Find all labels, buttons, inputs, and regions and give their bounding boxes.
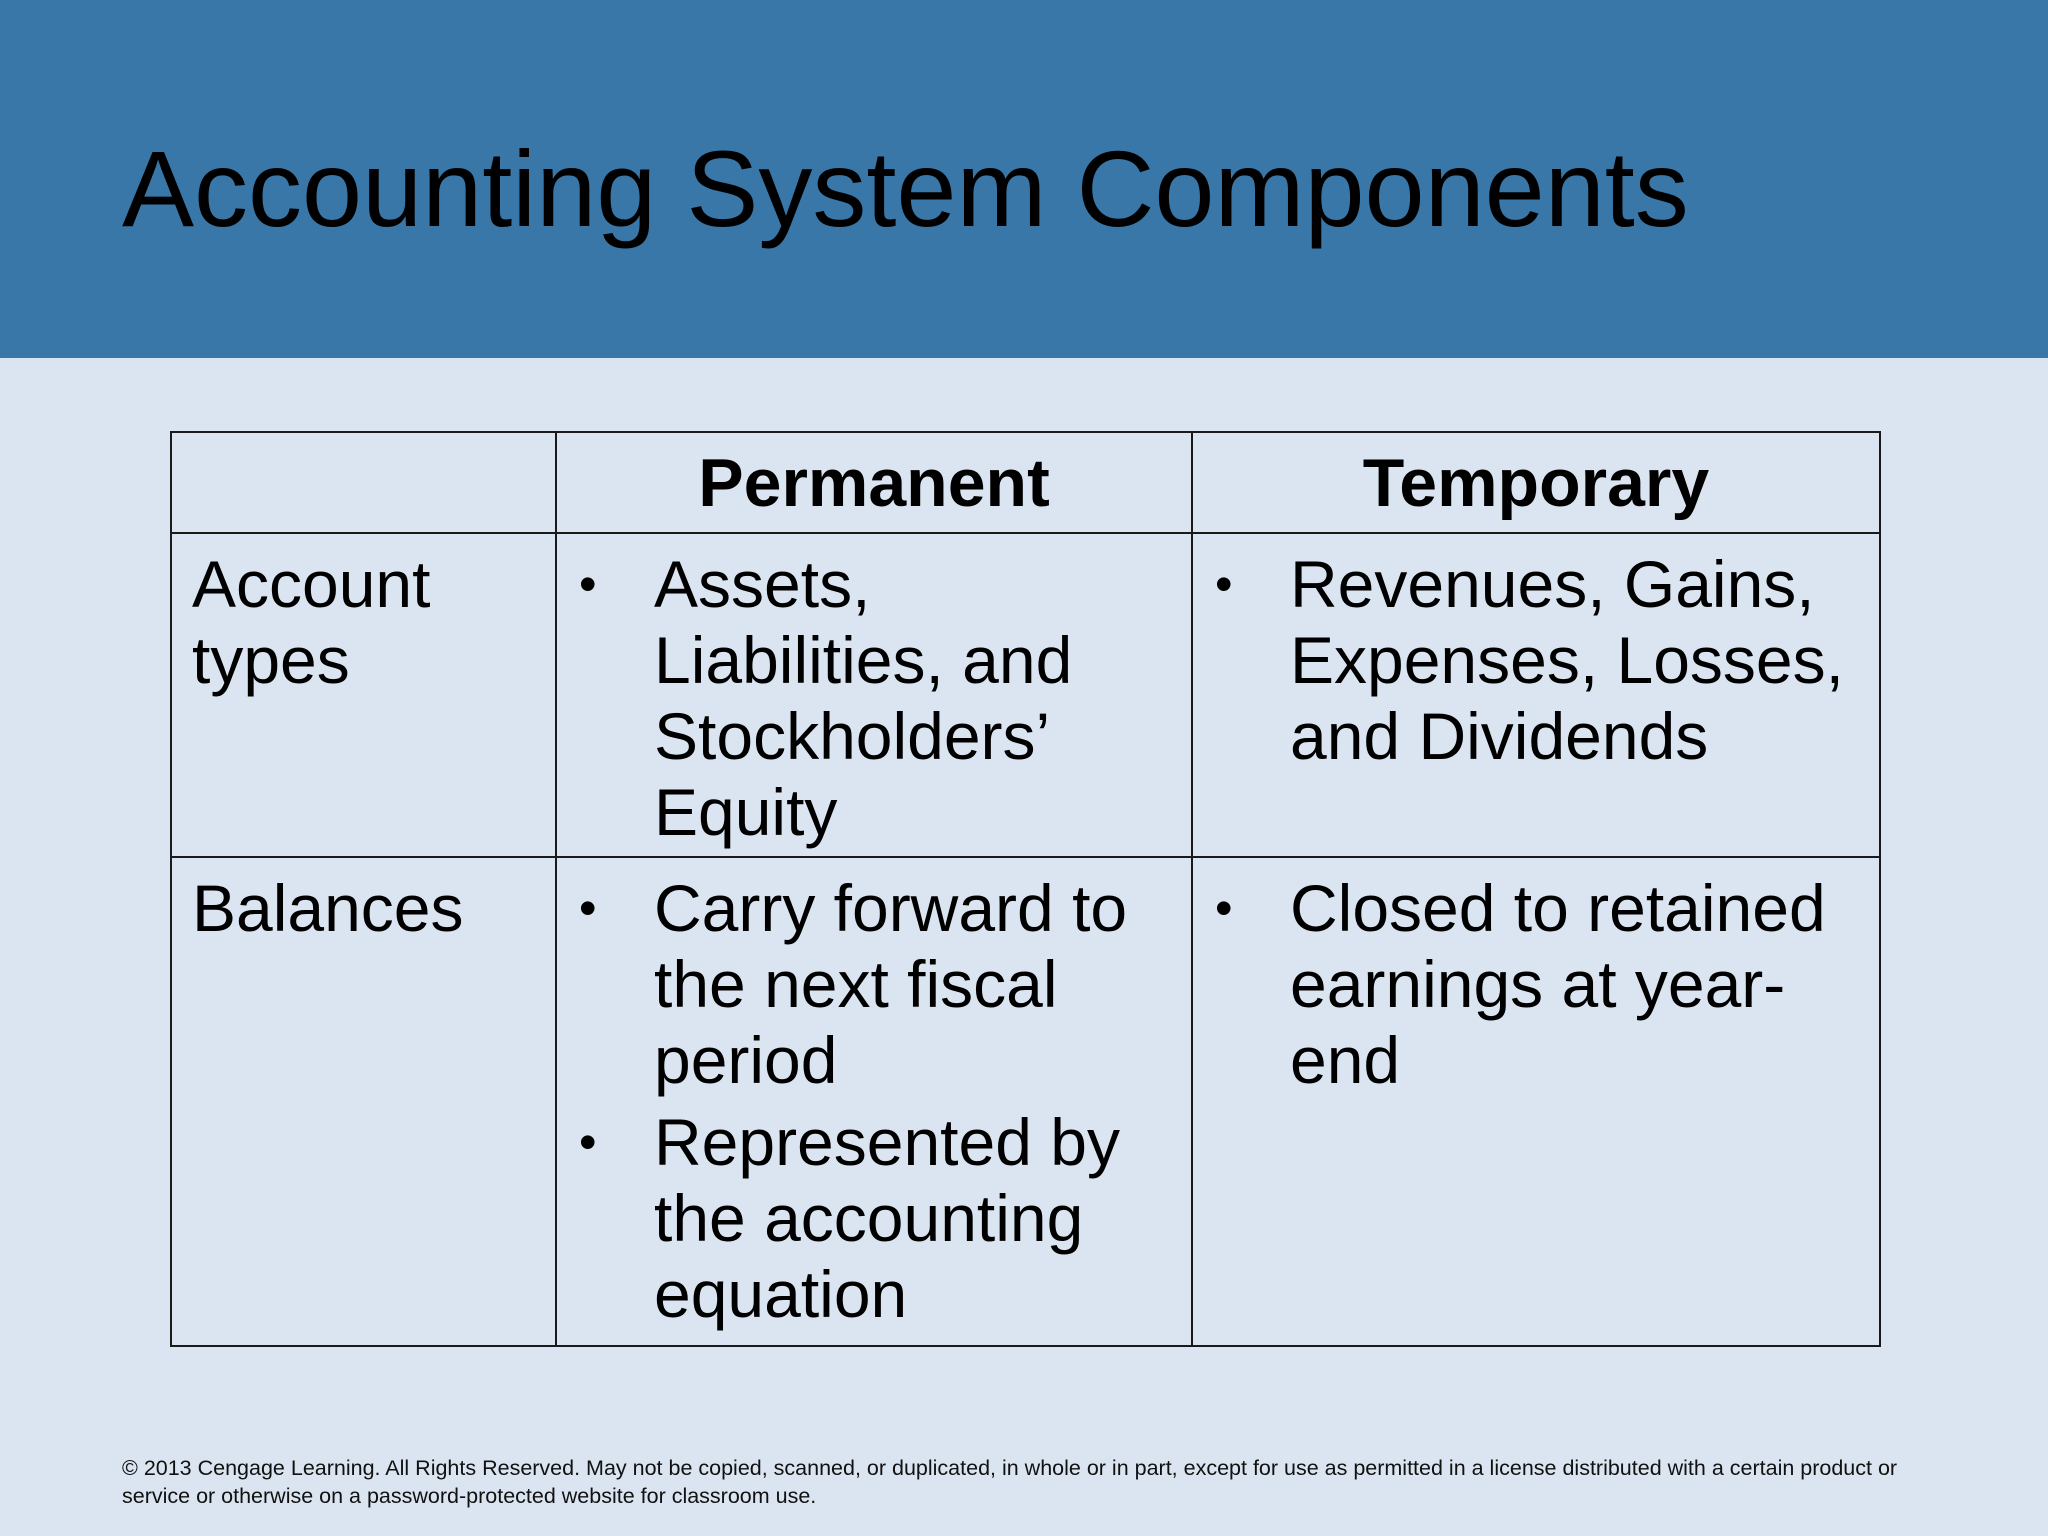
bullet-text: Represented by the accounting equation <box>654 1105 1120 1331</box>
row-label-balances: Balances <box>171 857 556 1346</box>
table-header-row <box>171 432 1880 533</box>
table-row-balances <box>171 857 1880 1346</box>
cell-balances-permanent <box>556 857 1192 1346</box>
bullet-icon: • <box>579 1114 597 1170</box>
cell-account-types-temporary <box>1192 533 1880 857</box>
list-item <box>1193 546 1861 774</box>
slide-title: Accounting System Components <box>122 128 1689 249</box>
cell-balances-temporary <box>1192 857 1880 1346</box>
bullet-icon: • <box>1215 556 1233 612</box>
bullet-icon: • <box>579 880 597 936</box>
cell-account-types-permanent <box>556 533 1192 857</box>
copyright-notice: © 2013 Cengage Learning. All Rights Reserved. May not be copied, scanned, or duplicated, in whole or in part, except for use as permitted in a license distributed with a certain product or service or otherwise on a password-protected website for classroom use. <box>122 1456 1898 1508</box>
bullet-text: Closed to retained earnings at year-end <box>1290 871 1826 1097</box>
bullet-icon: • <box>579 556 597 612</box>
corner-cell <box>171 432 556 533</box>
table-row-account-types <box>171 533 1880 857</box>
components-table <box>170 431 1881 1347</box>
bullet-icon: • <box>1215 880 1233 936</box>
bullet-text: Carry forward to the next fiscal period <box>654 871 1128 1097</box>
title-band <box>0 0 2048 358</box>
list-item <box>557 870 1173 1098</box>
list-item <box>557 1104 1173 1332</box>
header-temporary: Temporary <box>1192 432 1880 533</box>
bullet-text: Assets, Liabilities, and Stockholders’ Equity <box>654 547 1073 849</box>
list-item <box>557 546 1173 850</box>
header-permanent: Permanent <box>556 432 1192 533</box>
list-item <box>1193 870 1861 1098</box>
row-label-account-types: Account types <box>171 533 556 857</box>
bullet-text: Revenues, Gains, Expenses, Losses, and Dividends <box>1290 547 1844 773</box>
